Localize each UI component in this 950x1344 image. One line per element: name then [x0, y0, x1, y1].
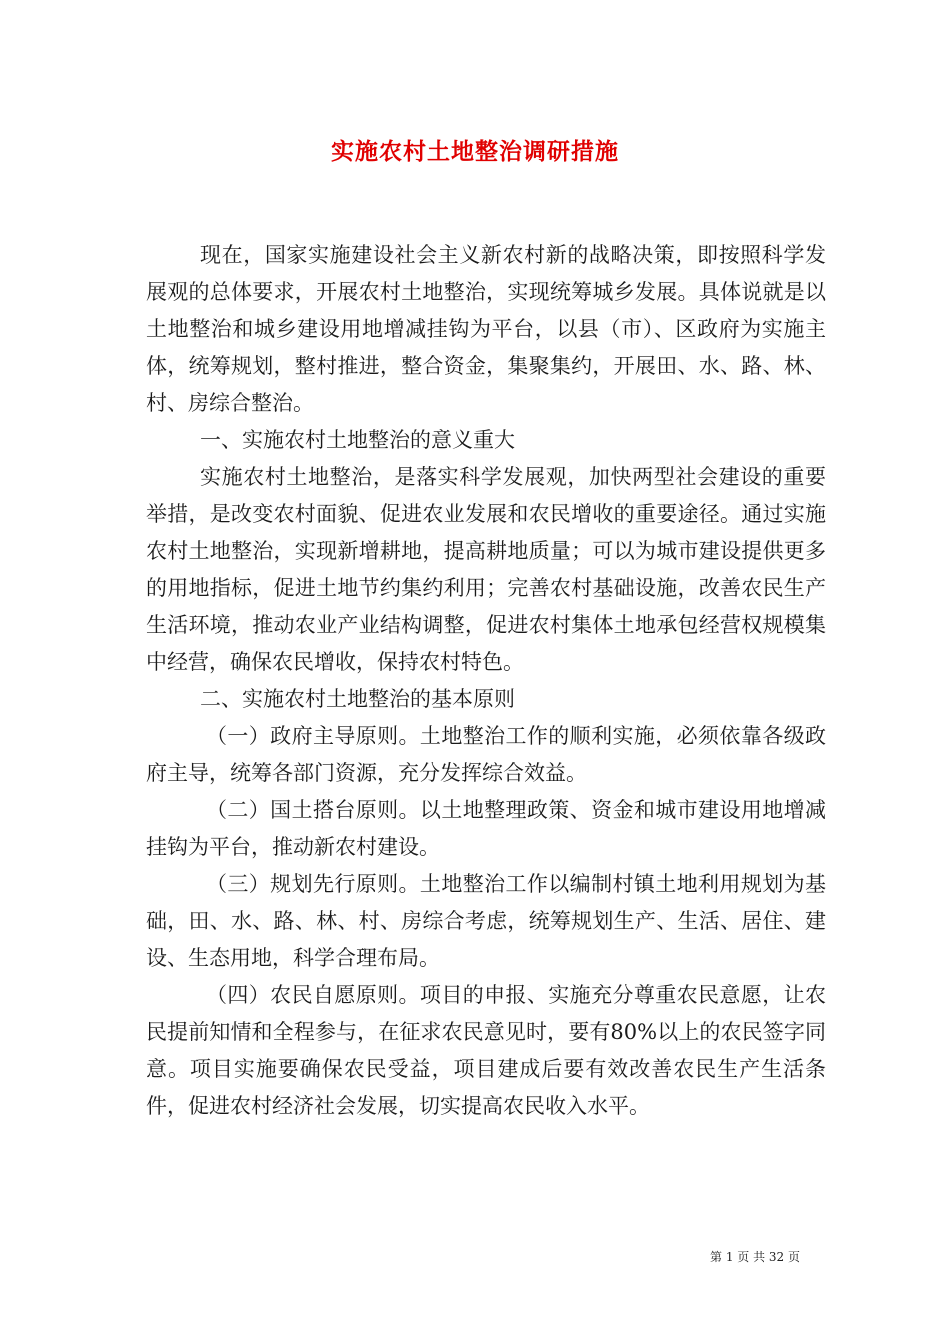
principle-4-paragraph: （四）农民自愿原则。项目的申报、实施充分尊重农民意愿，让农民提前知情和全程参与，在征求农民意见时，要有80%以上的农民签字同意。项目实施要确保农民受益，项目建成后要有效改善农民生产生活条件，促进农村经济社会发展，切实提高农民收入水平。 [146, 983, 826, 1118]
section-1-paragraph: 实施农村土地整治，是落实科学发展观，加快两型社会建设的重要举措，是改变农村面貌、促进农业发展和农民增收的重要途径。通过实施农村土地整治，实现新增耕地，提高耕地质量；可以为城市建设提供更多的用地指标，促进土地节约集约利用；完善农村基础设施，改善农民生产生活环境，推动农业产业结构调整，促进农村集体土地承包经营权规模集中经营，确保农民增收，保持农村特色。 [146, 465, 826, 674]
document-body [146, 237, 826, 1125]
section-heading-1: 一、实施农村土地整治的意义重大 [200, 428, 515, 452]
document-title: 实施农村土地整治调研措施 [331, 138, 619, 165]
page-number-footer: 第 1 页 共 32 页 [710, 1250, 800, 1264]
principle-2-paragraph: （二）国土搭台原则。以土地整理政策、资金和城市建设用地增减挂钩为平台，推动新农村建设。 [146, 798, 826, 859]
intro-paragraph: 现在，国家实施建设社会主义新农村新的战略决策，即按照科学发展观的总体要求，开展农村土地整治，实现统筹城乡发展。具体说就是以土地整治和城乡建设用地增减挂钩为平台，以县（市）、区政府为实施主体，统筹规划，整村推进，整合资金，集聚集约，开展田、水、路、林、村、房综合整治。 [146, 243, 826, 415]
principle-1-paragraph: （一）政府主导原则。土地整治工作的顺利实施，必须依靠各级政府主导，统筹各部门资源，充分发挥综合效益。 [146, 724, 826, 785]
principle-3-paragraph: （三）规划先行原则。土地整治工作以编制村镇土地利用规划为基础，田、水、路、林、村、房综合考虑，统筹规划生产、生活、居住、建设、生态用地，科学合理布局。 [146, 872, 826, 970]
section-heading-2: 二、实施农村土地整治的基本原则 [200, 687, 515, 711]
